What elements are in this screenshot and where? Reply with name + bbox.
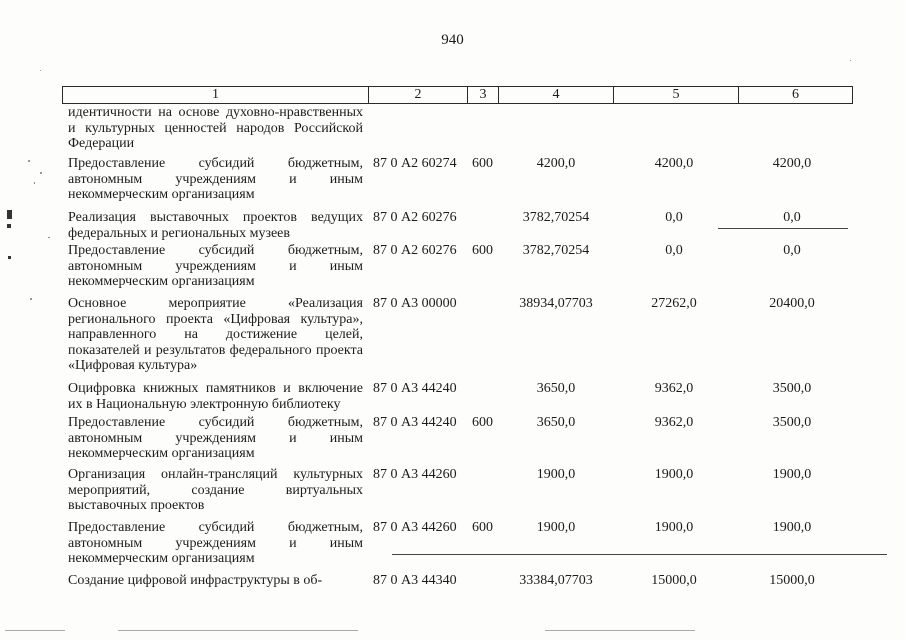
row-code: 87 0 А2 60276	[373, 243, 457, 258]
row-description: Предоставление субсидий бюджетным, автономным учреждениям и иным некоммерческим организациям	[68, 520, 363, 567]
scan-speck	[48, 237, 50, 238]
column-header-4: 4	[499, 87, 614, 104]
row-code: 87 0 А3 44240	[373, 415, 457, 430]
margin-mark	[7, 224, 11, 228]
column-header-6: 6	[739, 87, 853, 104]
row-description: Предоставление субсидий бюджетным, автономным учреждениям и иным некоммерческим организациям	[68, 415, 363, 462]
scan-speck	[34, 182, 35, 184]
row-value-5: 9362,0	[654, 381, 694, 396]
row-expense-type: 600	[472, 156, 493, 171]
row-value-5: 4200,0	[654, 156, 694, 171]
row-description: Организация онлайн-трансляций культурных мероприятий, создание виртуальных выставочных проектов	[68, 467, 363, 514]
row-code: 87 0 А2 60274	[373, 156, 457, 171]
row-value-6: 1900,0	[772, 520, 812, 535]
row-description: идентичности на основе духовно-нравственных и культурных ценностей народов Российской Федерации	[68, 105, 363, 152]
row-value-4: 4200,0	[536, 156, 576, 171]
row-description: Реализация выставочных проектов ведущих федеральных и региональных музеев	[68, 210, 363, 241]
row-value-5: 1900,0	[654, 467, 694, 482]
row-expense-type: 600	[472, 520, 493, 535]
scan-speck	[40, 70, 41, 71]
row-code: 87 0 А2 60276	[373, 210, 457, 225]
row-value-4: 38934,07703	[519, 296, 593, 311]
row-value-4: 3782,70254	[522, 243, 590, 258]
row-expense-type: 600	[472, 415, 493, 430]
row-value-4: 3782,70254	[522, 210, 590, 225]
row-value-4: 3650,0	[536, 415, 576, 430]
scan-edge-line	[5, 630, 65, 631]
row-value-6: 20400,0	[769, 296, 815, 311]
row-code: 87 0 А3 44260	[373, 520, 457, 535]
row-description: Оцифровка книжных памятников и включение их в Национальную электронную библиотеку	[68, 381, 363, 412]
row-value-4: 1900,0	[536, 467, 576, 482]
row-value-4: 33384,07703	[519, 573, 593, 588]
row-code: 87 0 А3 00000	[373, 296, 457, 311]
row-value-4: 3650,0	[536, 381, 576, 396]
scan-speck	[28, 160, 30, 162]
row-value-6: 15000,0	[769, 573, 815, 588]
underline-rule	[718, 228, 848, 229]
column-header-2: 2	[369, 87, 468, 104]
scan-speck	[30, 298, 32, 300]
scan-edge-line	[118, 630, 358, 631]
margin-mark	[8, 256, 11, 259]
row-value-5: 0,0	[665, 243, 683, 258]
scan-speck	[850, 60, 851, 61]
scan-edge-line	[545, 630, 695, 631]
row-value-6: 1900,0	[772, 467, 812, 482]
row-value-6: 4200,0	[772, 156, 812, 171]
row-value-6: 3500,0	[772, 381, 812, 396]
row-value-6: 3500,0	[772, 415, 812, 430]
row-value-6: 0,0	[783, 210, 801, 225]
row-expense-type: 600	[472, 243, 493, 258]
underline-rule	[392, 554, 887, 555]
row-code: 87 0 А3 44260	[373, 467, 457, 482]
scan-speck	[40, 172, 42, 174]
row-value-5: 27262,0	[651, 296, 697, 311]
row-code: 87 0 А3 44340	[373, 573, 457, 588]
row-description: Предоставление субсидий бюджетным, автономным учреждениям и иным некоммерческим организациям	[68, 243, 363, 290]
row-value-6: 0,0	[783, 243, 801, 258]
column-header-table	[62, 86, 853, 104]
row-description: Основное мероприятие «Реализация регионального проекта «Цифровая культура», направленного на достижение целей, показателей и результатов федерального проекта «Цифровая культура»	[68, 296, 363, 374]
margin-mark	[7, 210, 12, 219]
row-value-5: 9362,0	[654, 415, 694, 430]
column-header-3: 3	[468, 87, 499, 104]
column-header-5: 5	[614, 87, 739, 104]
row-code: 87 0 А3 44240	[373, 381, 457, 396]
row-value-4: 1900,0	[536, 520, 576, 535]
row-value-5: 1900,0	[654, 520, 694, 535]
row-description: Предоставление субсидий бюджетным, автономным учреждениям и иным некоммерческим организациям	[68, 156, 363, 203]
row-value-5: 15000,0	[651, 573, 697, 588]
page-number: 940	[441, 32, 464, 48]
row-value-5: 0,0	[665, 210, 683, 225]
row-description: Создание цифровой инфраструктуры в об-	[68, 573, 323, 588]
column-header-1: 1	[63, 87, 369, 104]
